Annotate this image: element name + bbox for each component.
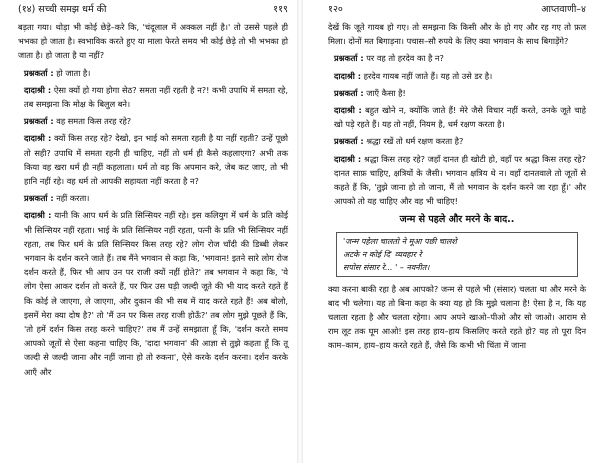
- dialogue-line: दादाश्री : ऐसा क्यों हो गया होगा सेठ? समता नहीं रहती है न?! कभी उपाधि में समता रहे, तब समझना कि मोक्ष के बिलुल बने।: [24, 84, 288, 110]
- speaker-label: प्रश्नकर्ता :: [334, 53, 364, 64]
- speaker-label: दादाश्री :: [334, 153, 362, 164]
- verse-line: सपोस संसार रे... ' – नवनीत।: [343, 262, 430, 272]
- speaker-label: प्रश्नकर्ता :: [24, 193, 54, 204]
- dialogue-line: प्रश्नकर्ता : नहीं करता।: [24, 193, 90, 204]
- speaker-label: प्रश्नकर्ता :: [24, 116, 54, 127]
- left-page: [0, 0, 296, 463]
- speaker-label: प्रश्नकर्ता :: [334, 136, 364, 147]
- quoted-verse: [336, 232, 578, 277]
- right-page: [304, 0, 600, 463]
- paragraph: देखें कि जूते गायब हो गए। तो समझना कि किसी और के हो गए और रह गए तो फ़ल मिला। दोनों मत बिगाड़ना। पचास–सौ रुपये के लिए क्या भगवान के साथ बिगाड़ेंगे?: [328, 22, 586, 47]
- verse-line: 'जन्म पहेला चालतो ने मूआ पछी चालशे: [343, 236, 457, 246]
- dialogue-line: दादाश्री : यानी कि आप धर्म के प्रति सिन्सियर नहीं रहे। इस कलियुग में धर्म के प्रति कोई भी सिन्सियर नहीं रहता। भाई के प्रति सिन्सियर नहीं रहता, पत्नी के प्रति भी सिन्सियर नहीं रहता, तब फिर धर्म के प्रति सिन्सियर किस तरह रहे? लोग रोज चाँदी की डिब्बी लेकर भगवान के दर्शन करने जाते हैं। तब मैंने भगवान से कहा कि, 'भगवान! इतने सारे लोग रोज दर्शन करते हैं, फिर भी आप उन पर राजी क्यों नहीं होते?' तब भगवान ने कहा कि, 'ये लोग ऐसा आकर दर्शन तो करते हैं, पर फिर उस घड़ी जल्दी जूते की भी याद करते रहते हैं कि कोई ले जाएगा, ले जाएगा, और दुकान की भी सब में याद करते रहते हैं! अब बोलो, इसमें मेरा क्या दोष है?' तो 'मैं उन पर किस तरह राजी होऊँ?' तब लोग मुझे पूछते हैं कि, 'तो हमें दर्शन किस तरह करने चाहिए?' तब मैं उन्हें समझाता हूँ कि, 'दर्शन करते समय आपको जूतों से ऐसा कहना चाहिए कि, 'दादा भगवान' की आज्ञा से तुझे कहता हूँ कि तू जल्दी से जल्दी जाना और नहीं जाना हो तो रुकना', ऐसे करके दर्शन करना। दर्शन करके आएँ और: [24, 210, 288, 377]
- dialogue-line: प्रश्नकर्ता : वह समता किस तरह रहे?: [24, 116, 132, 127]
- dialogue-line: प्रश्नकर्ता : जाएँ कैसा है!: [334, 87, 406, 98]
- paragraph: क्या करना बाकी रहा है अब आपको? जन्म से पहले भी (संसार) चलता था और मरने के बाद भी चलेगा। यह तो बिना कहा के क्या यह हो कि मुझे चलाना है! ऐसा है न, कि यह चलाता रहता है और चलता रहेगा। आप अपने खाओ–पीओ और सो जाओ। आराम से राम लूट तक घूम आओ! इस तरह हाय–हाय किसलिए करते रहते हो? यह तो पूरा दिन काम–काम, हाय–हाय करते रहते हैं, जैसे कि कभी भी चिंता में जाना: [328, 283, 586, 351]
- dialogue-line: दादाश्री : हरदेव गायब नहीं जाते हैं। यह तो उसे डर है।: [334, 70, 493, 81]
- left-page-number: ११९: [273, 4, 288, 15]
- dialogue-line: दादाश्री : श्रद्धा किस तरह रहे? जहाँ दानत ही खोटी हो, वहाँ पर श्रद्धा किस तरह रहे? दानत साफ़ चाहिए, क्षत्रियों के जैसी। भगवान क्षत्रिय थे न। वहाँ दानतवाले तो जूतों से कहते हैं कि, 'तुझे जाना हो तो जाना, मैं तो भगवान के दर्शन करने जा रहा हूँ।' और आपको तो यह चाहिए और वह भी चाहिए!: [334, 153, 586, 207]
- dialogue-line: दादाश्री : बहुत खोने न, क्योंकि जाते हैं! मेरे जैसे विचार नहीं करते, उनके जूते चाहे खो पड़े रहते हैं। यह तो नहीं, नियम है, धर्म रक्षण करता है।: [334, 105, 587, 130]
- right-page-number: १२०: [328, 4, 343, 15]
- paragraph: बड़ता गया। थोड़ा भी कोई छेड़े–करे कि, 'चंदूलाल में अक्कल नहीं है।' तो उससे पहले ही भभका हो जाता है। स्वभाविक करते हुए या माला फेरते समय भी कोई छेड़े तो भी भभका हो जाता है। हो जाता है या नहीं?: [18, 22, 288, 61]
- speaker-label: दादाश्री :: [24, 210, 52, 221]
- speaker-label: प्रश्नकर्ता :: [334, 87, 364, 98]
- book-gutter: [297, 0, 303, 463]
- right-page-header: [328, 2, 586, 18]
- speaker-label: प्रश्नकर्ता :: [24, 67, 54, 78]
- speaker-label: दादाश्री :: [24, 84, 52, 95]
- dialogue-line: प्रश्नकर्ता : श्रद्धा रखें तो धर्म रक्षण करता है?: [334, 136, 464, 147]
- left-page-body: [18, 20, 288, 463]
- dialogue-line: प्रश्नकर्ता : पर वह तो हरदेव का है न?: [334, 53, 444, 64]
- speaker-label: दादाश्री :: [334, 105, 362, 116]
- left-page-header: [18, 2, 288, 18]
- speaker-label: दादाश्री :: [24, 133, 52, 144]
- section-heading: जन्म से पहले और मरने के बाद..: [399, 214, 515, 226]
- right-page-running-title: आप्तवाणी–४: [541, 4, 586, 15]
- dialogue-line: दादाश्री : क्यों किस तरह रहे? देखो, इन भाई को समता रहती है या नहीं रहती? उन्हें पूछो तो सही? उपाधि में समता रहनी ही चाहिए, नहीं तो धर्म ही कैसे कहलाएगा? अभी तक किया वह खरा धर्म ही नहीं कहलाता। धर्म तो वह कि अपमान करे, जेब कट जाए, तो भी हानि नहीं रहे। वह धर्म तो आपकी सहायता नहीं करता है न?: [24, 133, 288, 187]
- right-page-body: [328, 20, 586, 463]
- dialogue-line: प्रश्नकर्ता : हो जाता है।: [24, 67, 91, 78]
- left-page-running-title: (१४) सच्ची समझ धर्म की: [18, 4, 107, 15]
- speaker-label: दादाश्री :: [334, 70, 361, 81]
- verse-line: अटके न कोई दि' व्यवहार रे: [343, 249, 422, 259]
